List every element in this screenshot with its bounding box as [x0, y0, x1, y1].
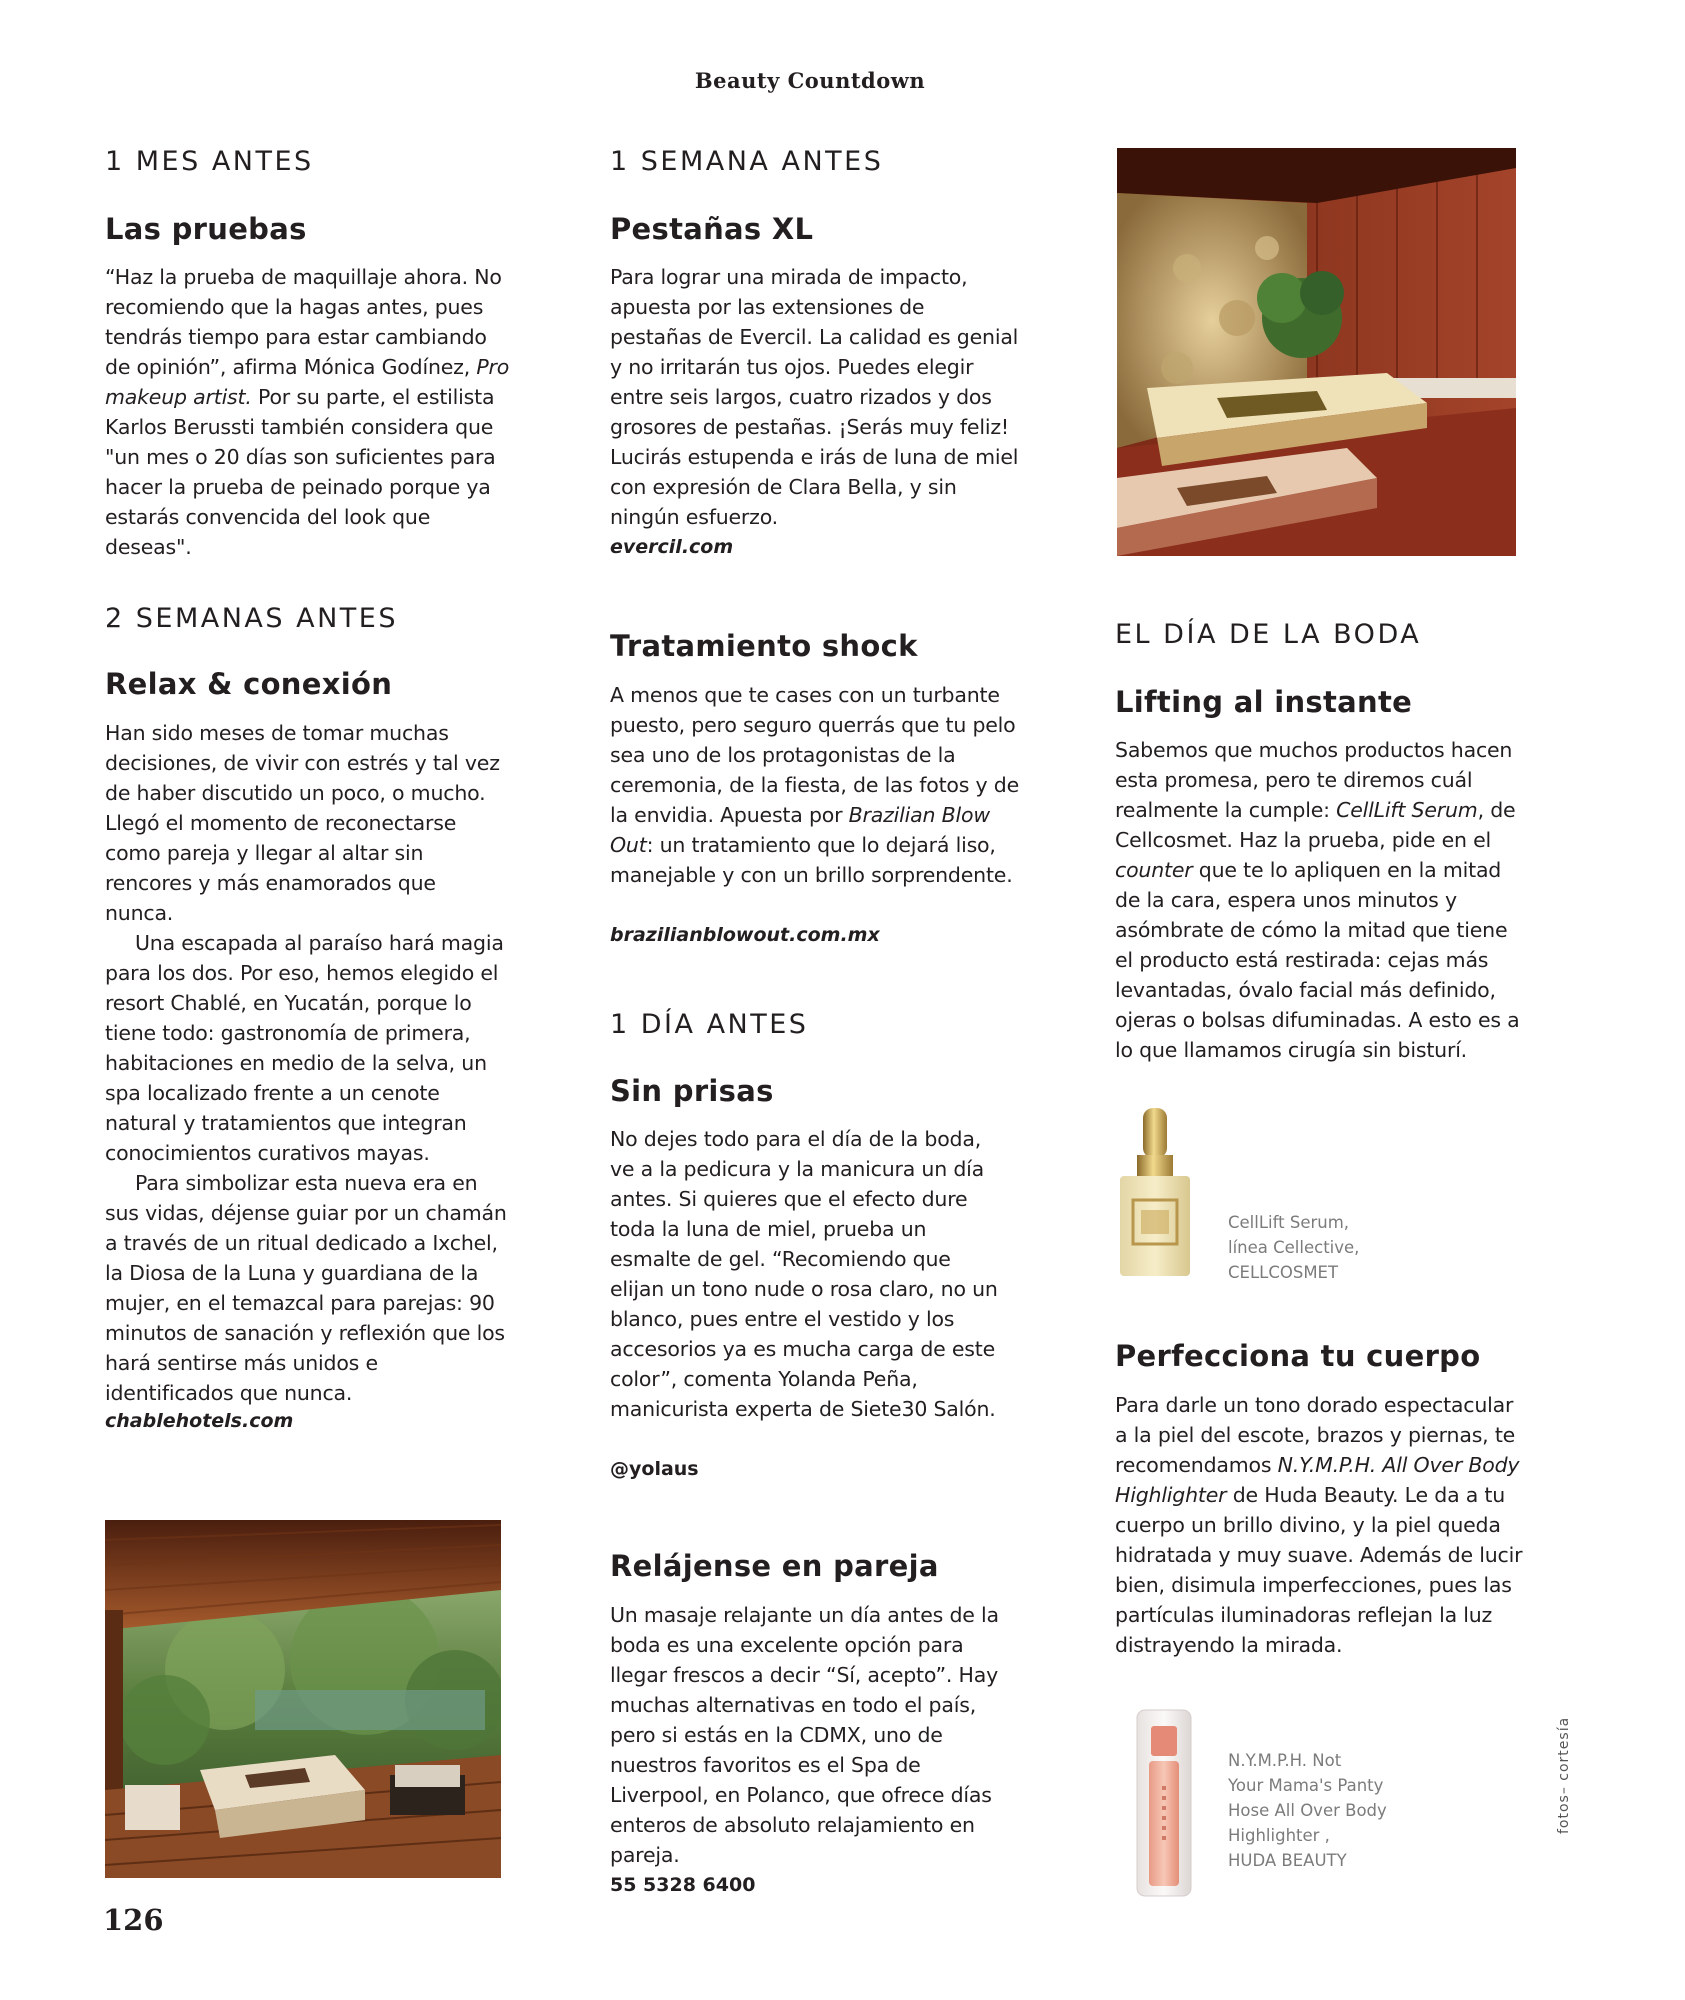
website-brazilian-blowout[interactable]: brazilianblowout.com.mx: [610, 924, 880, 946]
spa-room-image: [1117, 148, 1516, 556]
highlighter-bottle-image: [1133, 1706, 1195, 1900]
headline-las-pruebas: Las pruebas: [105, 212, 307, 246]
section-label-1-dia: 1 DÍA ANTES: [610, 1009, 809, 1040]
headline-relax-conexion: Relax & conexión: [105, 667, 393, 701]
serum-bottle-image: [1115, 1100, 1195, 1282]
photo-spa-room: [1117, 148, 1516, 556]
product-cellift-serum: [1115, 1100, 1195, 1282]
caption-nymph-highlighter: N.Y.M.P.H. Not Your Mama's Panty Hose All Over Body Highlighter , HUDA BEAUTY: [1228, 1751, 1387, 1870]
body-relajense-pareja: Un masaje relajante un día antes de la boda es una excelente opción para llegar frescos a decir “Sí, acepto”. Hay muchas alternativas en todo el país, pero si estás en la CDMX, uno de nuestros favoritos es el Spa de Liverpool, en Polanco, que ofrece días enteros de absoluto relajamiento en pareja.: [610, 1603, 999, 1867]
spa-pavilion-image: [105, 1520, 501, 1878]
headline-lifting-instante: Lifting al instante: [1115, 685, 1413, 719]
section-label-dia-boda: EL DÍA DE LA BODA: [1115, 619, 1422, 650]
body-las-pruebas: “Haz la prueba de maquillaje ahora. No recomiendo que la hagas antes, pues tendrás tiempo para estar cambiando de opinión”, afirma Mónica Godínez, Pro makeup artist. Por su parte, el estilista Karlos Berussti también considera que "un mes o 20 días son suficientes para hacer la prueba de peinado porque ya estarás convencida del look que deseas".: [105, 265, 510, 559]
body-relax-conexion: Han sido meses de tomar muchas decisiones, de vivir con estrés y tal vez de haber discutido un poco, o mucho. Llegó el momento de reconectarse como pareja y llegar al altar sin rencores y más enamorados que nunca. Una escapada al paraíso hará magia para los dos. Por eso, hemos elegido el resort Chablé, en Yucatán, porque lo tiene todo: gastronomía de primera, habitaciones en medio de la selva, un spa localizado frente a un cenote natural y tratamientos que integran conocimientos curativos mayas. Para simbolizar esta nueva era en sus vidas, déjense guiar por un chamán a través de un ritual dedicado a Ixchel, la Diosa de la Luna y guardiana de la mujer, en el temazcal para parejas: 90 minutos de sanación y reflexión que los hará sentirse más unidos e identificados que nunca.: [105, 721, 507, 1405]
website-chable[interactable]: chablehotels.com: [105, 1410, 294, 1432]
body-tratamiento-shock: A menos que te cases con un turbante puesto, pero seguro querrás que tu pelo sea uno de los protagonistas de la ceremonia, de la fiesta, de las fotos y de la envidia. Apuesta por Brazilian Blow Out: un tratamiento que lo dejará liso, manejable y con un brillo sorprendente.: [610, 683, 1020, 887]
body-lifting-instante: Sabemos que muchos productos hacen esta promesa, pero te diremos cuál realmente la cumple: CellLift Serum, de Cellcosmet. Haz la prueba, pide en el counter que te lo apliquen en la mitad de la cara, espera unos minutos y asómbrate de cómo la mitad que tiene el producto está restirada: cejas más levantadas, óvalo facial más definido, ojeras o bolsas difuminadas. A esto es a lo que llamamos cirugía sin bisturí.: [1115, 738, 1520, 1062]
running-head: Beauty Countdown: [694, 68, 926, 93]
page-number: 126: [103, 1903, 164, 1937]
headline-tratamiento-shock: Tratamiento shock: [610, 629, 918, 663]
photo-credit: fotos– cortesía: [1556, 1716, 1572, 1834]
headline-pestanas-xl: Pestañas XL: [610, 212, 814, 246]
body-perfecciona-cuerpo: Para darle un tono dorado espectacular a la piel del escote, brazos y piernas, te recomendamos N.Y.M.P.H. All Over Body Highlighter de Huda Beauty. Le da a tu cuerpo un brillo divino, y la piel queda hidratada y muy suave. Además de lucir bien, disimula imperfecciones, pues las partículas iluminadoras reflejan la luz distrayendo la mirada.: [1115, 1393, 1523, 1657]
body-pestanas-xl: Para lograr una mirada de impacto, apuesta por las extensiones de pestañas de Evercil. La calidad es genial y no irritarán tus ojos. Puedes elegir entre seis largos, cuatro rizados y dos grosores de pestañas. ¡Serás muy feliz! Lucirás estupenda e irás de luna de miel con expresión de Clara Bella, y sin ningún esfuerzo.: [610, 265, 1019, 529]
headline-relajense-pareja: Relájense en pareja: [610, 1549, 939, 1583]
photo-chable-spa: [105, 1520, 501, 1878]
section-label-2-semanas: 2 SEMANAS ANTES: [105, 603, 398, 634]
headline-sin-prisas: Sin prisas: [610, 1074, 774, 1108]
caption-cellift-serum: CellLift Serum, línea Cellective, CELLCOSMET: [1228, 1213, 1360, 1282]
product-nymph-highlighter: [1133, 1706, 1195, 1900]
headline-perfecciona-cuerpo: Perfecciona tu cuerpo: [1115, 1339, 1481, 1373]
handle-yolaus[interactable]: @yolaus: [610, 1458, 699, 1480]
section-label-1-mes: 1 MES ANTES: [105, 146, 314, 177]
phone-number[interactable]: 55 5328 6400: [610, 1874, 756, 1896]
body-sin-prisas: No dejes todo para el día de la boda, ve a la pedicura y la manicura un día antes. Si quieres que el efecto dure toda la luna de miel, prueba un esmalte de gel. “Recomiendo que elijan un tono nude o rosa claro, no un blanco, pues entre el vestido y los accesorios ya es mucha carga de este color”, comenta Yolanda Peña, manicurista experta de Siete30 Salón.: [610, 1127, 998, 1421]
website-evercil[interactable]: evercil.com: [610, 536, 734, 558]
section-label-1-semana: 1 SEMANA ANTES: [610, 146, 884, 177]
